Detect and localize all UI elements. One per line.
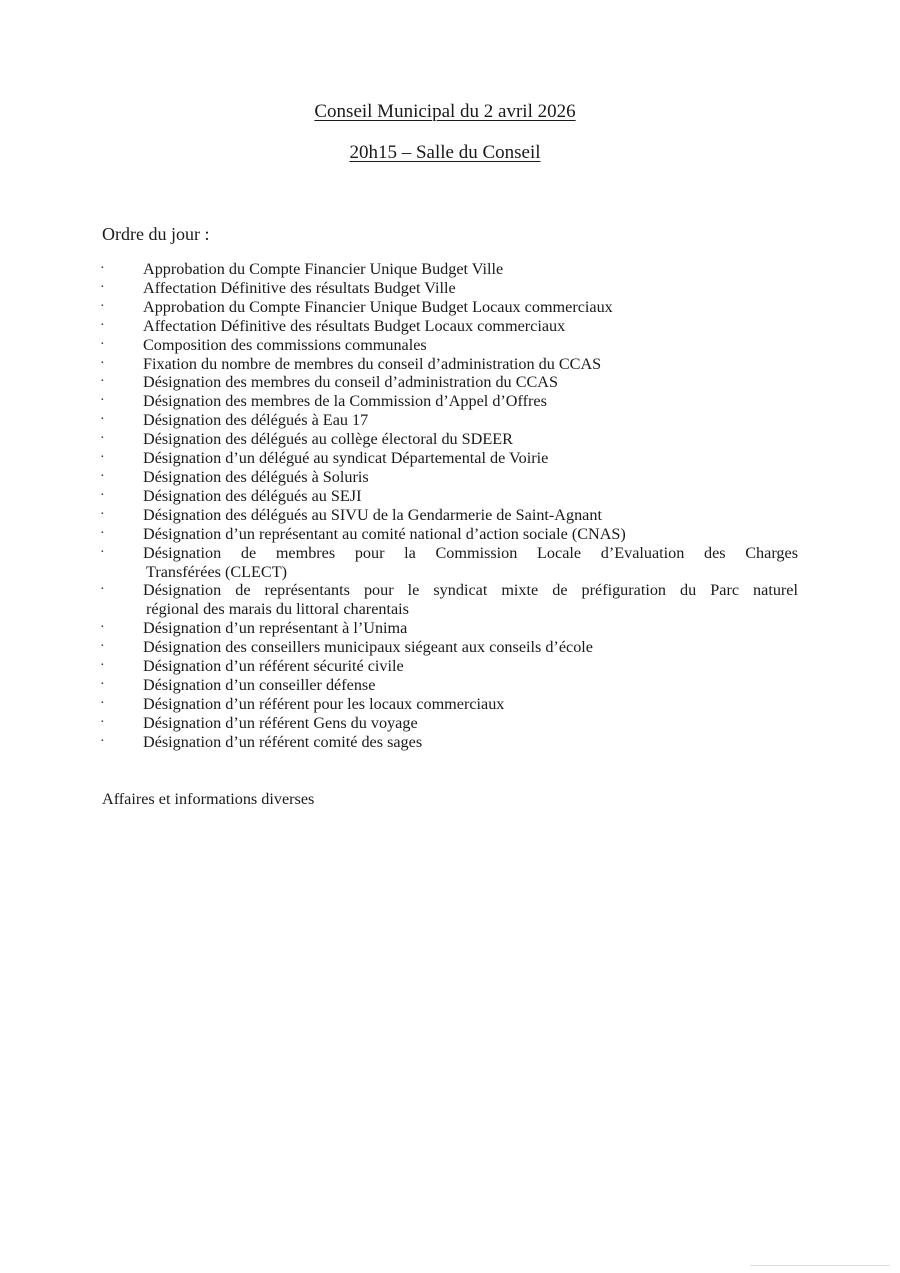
agenda-item-text: Désignation des délégués au collège électoral du SDEER [143,430,513,449]
bullet-marker: · [100,620,105,636]
bullet-marker: · [100,639,105,655]
agenda-item-text: Affectation Définitive des résultats Budget Ville [143,278,456,297]
agenda-item [98,695,798,714]
agenda-item-text: Désignation des délégués au SEJI [143,486,362,505]
agenda-item [98,430,798,449]
agenda-item [98,411,798,430]
bullet-marker: · [100,487,105,503]
agenda-item [98,355,798,374]
agenda-item-text: Désignation de représentants pour le syndicat mixte de préfiguration du Parc naturel [143,581,798,600]
agenda-item [98,373,798,392]
bullet-marker: · [100,714,105,730]
agenda-item-text: Désignation des délégués à Eau 17 [143,411,369,430]
agenda-item-text: Désignation des conseillers municipaux siégeant aux conseils d’école [143,638,593,657]
bullet-marker: · [100,468,105,484]
agenda-item [98,619,798,638]
agenda-item [98,468,798,487]
bullet-marker: · [100,544,105,560]
agenda-item [98,260,798,279]
agenda-item [98,676,798,695]
bullet-marker: · [100,261,105,276]
agenda-item [98,317,798,336]
agenda-item-text: Désignation d’un référent sécurité civile [143,657,404,676]
agenda-item-text: Affectation Définitive des résultats Budget Locaux commerciaux [143,316,566,335]
agenda-item [98,733,798,752]
agenda-item-text-continued: Transférées (CLECT) [146,562,288,581]
bullet-marker: · [100,450,105,466]
agenda-item [98,279,798,298]
bullet-marker: · [100,676,105,692]
agenda-item [98,392,798,411]
agenda-item [98,714,798,733]
agenda-item [98,506,798,525]
bullet-marker: · [100,279,105,295]
agenda-item [98,544,798,582]
bullet-marker: · [100,393,105,409]
agenda-item-text: Fixation du nombre de membres du conseil d’administration du CCAS [143,354,602,373]
agenda-item [98,525,798,544]
agenda-list [98,260,798,752]
bullet-marker: · [100,298,105,314]
bullet-marker: · [100,506,105,522]
agenda-item-text: Désignation de membres pour la Commission Locale d’Evaluation des Charges [143,543,798,562]
bullet-marker: · [100,317,105,333]
miscellaneous-affairs: Affaires et informations diverses [102,790,315,808]
agenda-item [98,336,798,355]
agenda-item-text: Désignation des délégués à Soluris [143,467,369,486]
bullet-marker: · [100,525,105,541]
agenda-item-text: Désignation d’un référent Gens du voyage [143,713,418,732]
agenda-item-text: Composition des commissions communales [143,335,427,354]
bullet-marker: · [100,582,105,598]
agenda-item-text: Approbation du Compte Financier Unique Budget Locaux commerciaux [143,297,613,316]
bullet-marker: · [100,431,105,447]
agenda-item-text: Désignation d’un conseiller défense [143,675,376,694]
agenda-item [98,638,798,657]
bullet-marker: · [100,336,105,352]
agenda-item [98,657,798,676]
scan-artifact-line [750,1265,890,1266]
agenda-heading: Ordre du jour : [102,224,210,244]
agenda-item [98,581,798,619]
agenda-item [98,298,798,317]
bullet-marker: · [100,355,105,371]
agenda-item-text: Désignation d’un représentant à l’Unima [143,619,408,638]
agenda-item-text: Désignation d’un référent comité des sages [143,732,423,751]
agenda-item-text: Désignation d’un référent pour les locaux commerciaux [143,694,505,713]
agenda-item-text: Désignation des membres du conseil d’administration du CCAS [143,373,558,392]
meeting-title: Conseil Municipal du 2 avril 2026 [314,101,576,122]
agenda-item-text: Désignation des membres de la Commission d’Appel d’Offres [143,392,547,411]
bullet-marker: · [100,374,105,390]
agenda-item [98,449,798,468]
bullet-marker: · [100,658,105,674]
meeting-time-location: 20h15 – Salle du Conseil [349,142,541,163]
bullet-marker: · [100,695,105,711]
bullet-marker: · [100,412,105,428]
bullet-marker: · [100,733,105,749]
agenda-item [98,487,798,506]
agenda-item-text: Désignation d’un délégué au syndicat Départemental de Voirie [143,449,549,468]
agenda-item-text: Désignation d’un représentant au comité national d’action sociale (CNAS) [143,524,626,543]
agenda-item-text: Désignation des délégués au SIVU de la Gendarmerie de Saint-Agnant [143,505,602,524]
agenda-item-text-continued: régional des marais du littoral charentais [146,600,409,619]
agenda-item-text: Approbation du Compte Financier Unique Budget Ville [143,260,504,278]
